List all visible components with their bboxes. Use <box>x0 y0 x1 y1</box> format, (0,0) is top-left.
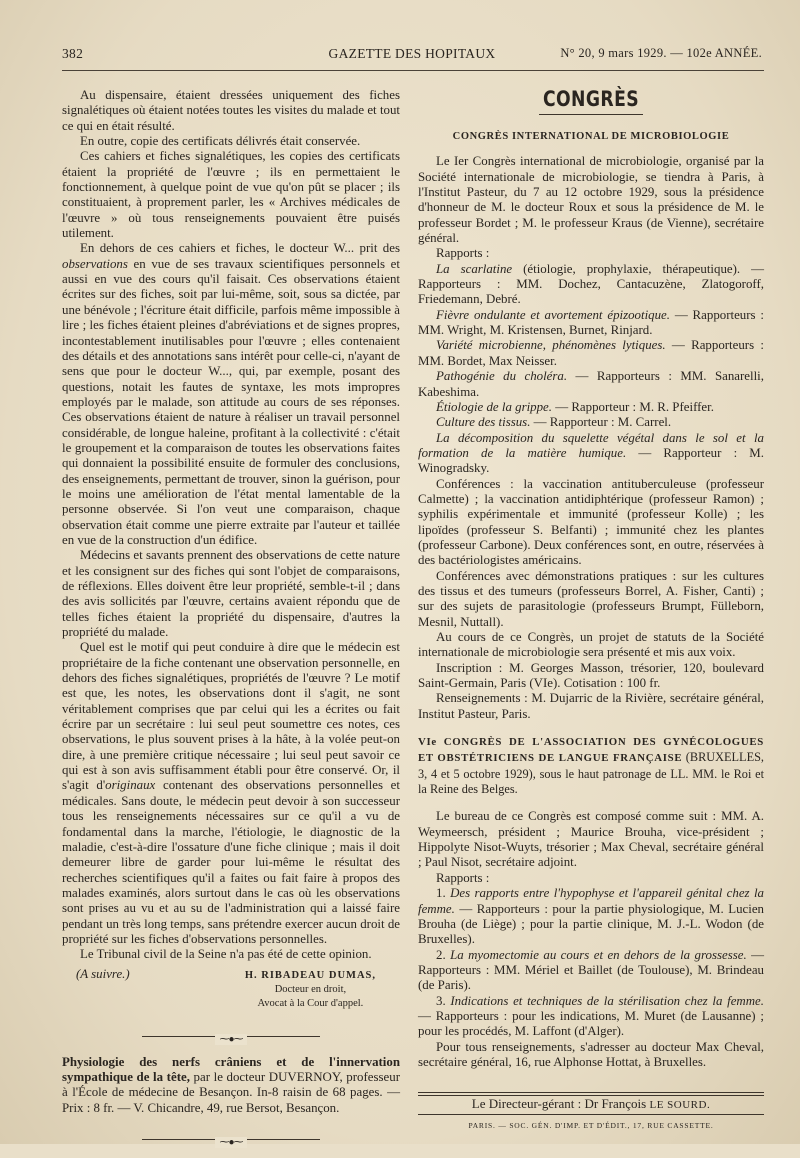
ornament-divider: ⁓●⁓ <box>62 1031 400 1041</box>
paragraph: Pour tous renseignements, s'adresser au docteur Max Cheval, secrétaire général, 16, rue Alphonse Hottat, à Bruxelles. <box>418 1039 764 1069</box>
paragraph: Le bureau de ce Congrès est composé comme suit : MM. A. Weymeersch, président ; Maurice Brouha, vice-président ; Hippolyte Nisot-Wuyts, trésorier ; Max Cheval, secrétaire général ; Paul Nisot, secrétaire adjoint. <box>418 809 764 870</box>
spacer <box>418 722 764 734</box>
ornament-divider: ⁓●⁓ <box>62 1134 400 1144</box>
to-be-continued: (A suivre.) <box>76 966 130 981</box>
report-item: Variété microbienne, phénomènes lytiques. — Rapporteurs : MM. Bordet, Max Neisser. <box>418 338 764 368</box>
issue-info: N° 20, 9 mars 1929. — 102e ANNÉE. <box>560 46 762 60</box>
paragraph: Renseignements : M. Dujarric de la Rivière, secrétaire général, Institut Pasteur, Paris. <box>418 691 764 721</box>
paragraph: Médecins et savants prennent des observations de cette nature et les consignent sur des fiches qui sont l'objet de comparaisons, de réflexions. Elles doivent être leur propriété, semble-t-il ; dans des avis sollicités par l'œuvre, certains avaient répondu que de telles fiches étaient la propriété du dispensaire, d'autres la propriété du malade. <box>62 548 400 640</box>
printer-imprint: PARIS. — SOC. GÉN. D'IMP. ET D'ÉDIT., 17, RUE CASSETTE. <box>418 1114 764 1133</box>
page-header <box>62 46 762 68</box>
journal-title: GAZETTE DES HOPITAUX <box>328 46 496 61</box>
paragraph: Au cours de ce Congrès, un projet de statuts de la Société internationale de microbiologie sera présenté et mis aux voix. <box>418 630 764 660</box>
book-title: Physiologie des nerfs crâniens et de l'innervation sympathique de la tête, <box>62 1054 400 1084</box>
title-rule <box>539 114 643 115</box>
paragraph: Rapports : <box>436 246 490 261</box>
right-column <box>418 88 764 1133</box>
paragraph: En dehors de ces cahiers et fiches, le docteur W... prit des observations en vue de ses travaux scientifiques personnels et aussi en vue des cours qu'il faisait. Ces observations étaient écrites sur des fiches, soit par lui-même, soit, sous sa dictée, par une bénévole ; l'écriture était difficile, parfois même impossible à lire ; les fiches étaient pleines d'abréviations et de signes propres, incontestablement inutilisables pour l'œuvre ; elles contenaient des détails et des annotations sans intérêt pour celle-ci, n'ayant de sens que pour le docteur W..., qui, par exemple, posant des questions, notait les fautes de syntaxe, les mots impropres employés par le malade, son attitude au cours de ses réponses. Ces observations étaient de nature à réaliser un travail personnel considérable, de longue haleine, profitant à la collectivité : c'était le groupement et la comparaison de toutes les observations faites qui donnaient la possibilité ensuite de formuler des conclusions, des enseignements, permettant de trouver, sinon la guérison, pour le moins une amélioration de l'état mental lamentable de la personne observée. Si l'on veut une comparaison, chaque observation était comme une pierre extraite par l'auteur et taillée en vue de la construction d'un édifice. <box>62 241 400 547</box>
paragraph: Ces cahiers et fiches signalétiques, les copies des certificats étaient la propriété de l'œuvre ; ils en permettaient le fonctionnement, à quelque point de vue qu'on pût se placer ; ils constituaient, à proprement parler, les « Archives médicales de l'œuvre » où tous renseignements pouvaient être puisés utilement. <box>62 149 400 241</box>
paragraph: Rapports : <box>436 870 490 885</box>
report-item: 3. Indications et techniques de la stérilisation chez la femme. — Rapporteurs : pour les indications, M. Muret (de Lausanne) ; pour les procédés, M. Laffont (d'Alger). <box>418 993 764 1039</box>
author-title: Docteur en droit, <box>274 983 347 995</box>
header-rule <box>62 70 764 71</box>
author-title: Avocat à la Cour d'appel. <box>257 997 364 1009</box>
report-item: Culture des tissus. — Rapporteur : M. Carrel. <box>436 415 672 430</box>
director-line: Le Directeur-gérant : Dr François LE SOURD. <box>471 1096 711 1112</box>
paragraph: En outre, copie des certificats délivrés était conservée. <box>80 134 361 149</box>
paragraph: Le Ier Congrès international de microbiologie, organisé par la Société internationale de microbiologie, se tiendra à Paris, à l'Institut Pasteur, du 7 au 12 octobre 1929, sous la présidence d'honneur de M. le docteur Roux et sous la présidence de M. le professeur Bordet ; M. le professeur Kraus (de Vienne), secrétaire général. <box>418 154 764 246</box>
paragraph: Inscription : M. Georges Masson, trésorier, 120, boulevard Saint-Germain, Paris (VIe). Cotisation : 100 fr. <box>418 660 764 691</box>
paragraph: Au dispensaire, étaient dressées uniquement des fiches signalétiques où étaient notées toutes les visites du malade et tout ce qui en était résulté. <box>62 88 400 133</box>
page-number: 382 <box>62 46 84 61</box>
section-heading: VIe CONGRÈS DE L'ASSOCIATION DES GYNÉCOLOGUES ET OBSTÉTRICIENS DE LANGUE FRANÇAISE (BRUXELLES, 3, 4 et 5 octobre 1929), sous le haut patronage de LL. MM. le Roi et la Reine des Belges. <box>418 736 764 797</box>
book-notice: Physiologie des nerfs crâniens et de l'innervation sympathique de la tête, par le docteur DUVERNOY, professeur à l'École de médecine de Besançon. In-8 raisin de 68 pages. — Prix : 8 fr. — V. Chicandre, 49, rue Bersot, Besançon. <box>62 1054 400 1115</box>
report-item: Fièvre ondulante et avortement épizootique. — Rapporteurs : MM. Wright, M. Kristensen, Burnet, Rinjard. <box>418 307 764 338</box>
section-subtitle: CONGRÈS INTERNATIONAL DE MICROBIOLOGIE <box>452 131 730 142</box>
report-item: La décomposition du squelette végétal dans le sol et la formation de la matière humique. — Rapporteur : M. Winogradsky. <box>418 430 764 476</box>
article-signature <box>62 965 400 1013</box>
report-item: Étiologie de la grippe. — Rapporteur : M. R. Pfeiffer. <box>436 399 714 414</box>
author-name: H. RIBADEAU DUMAS, <box>244 969 376 981</box>
section-title: CONGRÈS <box>542 87 640 111</box>
paragraph: Quel est le motif qui peut conduire à dire que le médecin est propriétaire de la fiche contenant une observation personnelle, en dehors des fiches signalétiques, propriétés de l'œuvre ? Le motif est que, les notes, les observations dont il s'agit, ne sont véritablement comprises que par celui qui les a écrites ou fait écrire par un secrétaire : lui seul peut soumettre ces notes, ces observations, le plus souvent prises à la hâte, à la volée peut-on dire, à une première critique nécessaire ; lui seul peut savoir ce qui est à son avis suffisamment établi pour être conservé. Or, il s'agit d'originaux contenant des observations personnelles et médicales. Sans doute, le médecin peut devoir à son successeur tous les renseignements nécessaires sur ce qu'il a vu de fondamental dans la marche, l'étiologie, le diagnostic de la maladie, c'est-à-dire l'ossature d'une fiche clinique ; mais il doit demeurer libre de garder pour lui-même le résultat des recherches scientifiques qu'il a faites ou fait faire à propos des malades examinés, alors surtout dans le cas où les observations sont prises au vu et au su de l'administration qui a laissé faire pendant un très long temps, sans prétendre exercer aucun droit de propriété sur les fiches d'observations personnelles. <box>62 640 400 946</box>
paragraph: Conférences avec démonstrations pratiques : sur les cultures des tissus et des tumeurs (professeurs Borrel, A. Fisher, Canti) ; sur des sujets de parasitologie (professeurs Brumpt, Fülleborn, Mesnil, Nuttall). <box>418 568 764 629</box>
author-block <box>245 969 376 1011</box>
report-item: 2. La myomectomie au cours et en dehors de la grossesse. — Rapporteurs : MM. Mériel et Baillet (de Toulouse), M. Brindeau (de Paris). <box>418 947 765 993</box>
spacer <box>418 797 764 809</box>
paragraph: Conférences : la vaccination antituberculeuse (professeur Calmette) ; la vaccination antidiphtérique (professeur Ramon) ; syphilis expérimentale et immunité (professeur Kolle) ; les lipoïdes (professeur S. Belfanti) ; immunité chez les plantes (professeur Carbone). Deux conférences sont, en outre, réservées à des bactériologistes américains. <box>418 476 764 568</box>
report-item: 1. Des rapports entre l'hypophyse et l'appareil génital chez la femme. — Rapporteurs : pour la partie physiologique, M. Lucien Brouha (de Liège) ; pour la partie clinique, M. J.-L. Wodon (de Bruxelles). <box>418 886 764 947</box>
report-item: La scarlatine (étiologie, prophylaxie, thérapeutique). — Rapporteurs : MM. Dochez, Cantacuzène, Zlatogoroff, Friedemann, Debré. <box>418 261 764 307</box>
left-column <box>62 88 400 1158</box>
paragraph: Le Tribunal civil de la Seine n'a pas été de cette opinion. <box>80 947 372 962</box>
report-item: Pathogénie du choléra. — Rapporteurs : MM. Sanarelli, Kabeshima. <box>418 369 764 399</box>
